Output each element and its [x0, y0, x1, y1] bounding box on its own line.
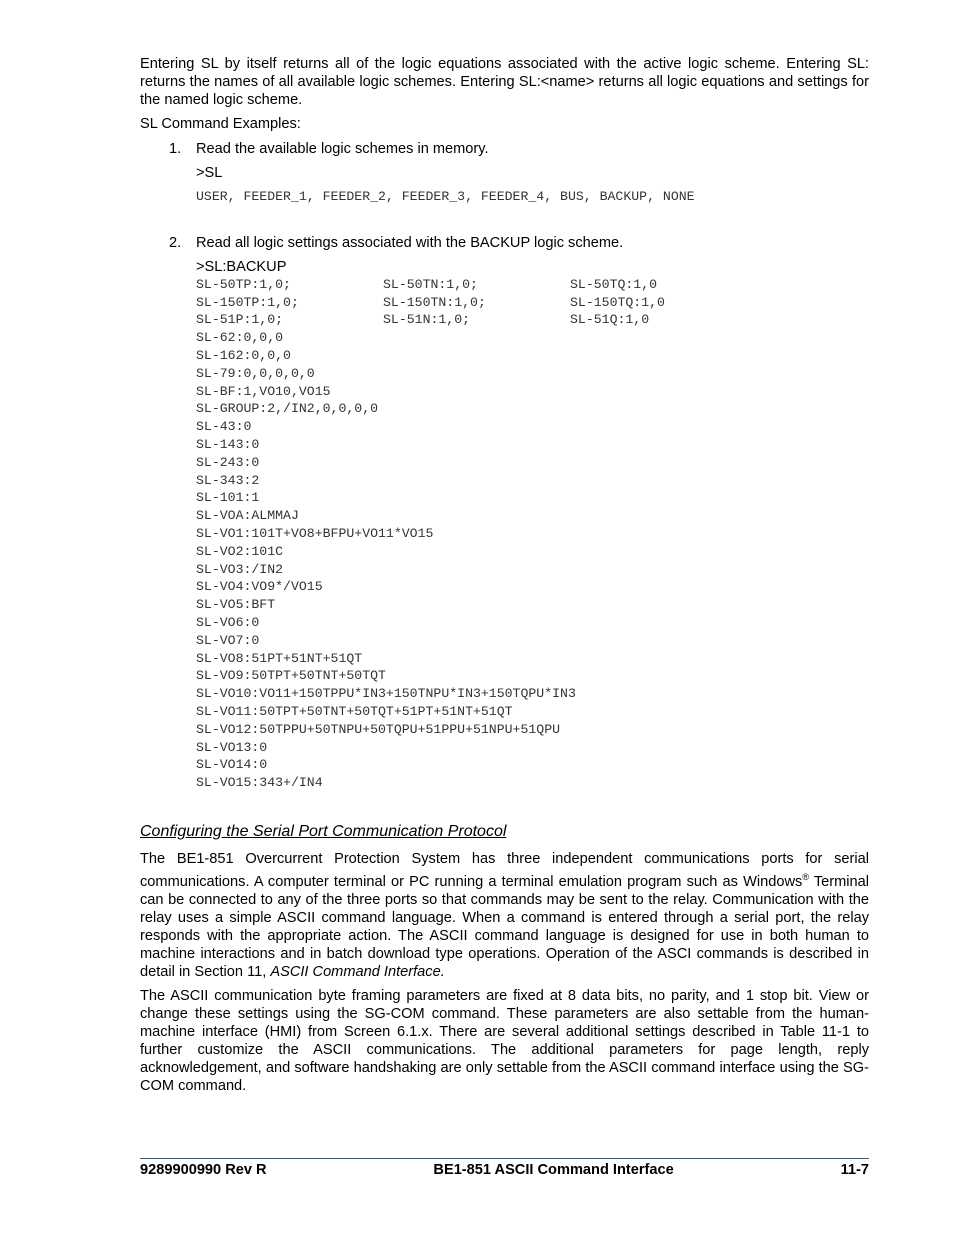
output-line: SL-143:0 [196, 436, 260, 452]
output-cell: SL-50TP:1,0; [196, 276, 291, 292]
output-line: SL-79:0,0,0,0,0 [196, 365, 315, 381]
examples-label: SL Command Examples: [140, 116, 301, 132]
output-line: SL-VO13:0 [196, 739, 268, 755]
example-1-number: 1. [169, 141, 182, 157]
output-cell: SL-51Q:1,0 [570, 312, 650, 328]
output-cell: SL-51N:1,0; [383, 312, 471, 328]
page-footer [140, 1158, 869, 1178]
output-line: SL-VO6:0 [196, 614, 260, 630]
output-line: SL-VO15:343+/IN4 [196, 775, 323, 791]
output-line: SL-243:0 [196, 454, 260, 470]
output-line: SL-VO11:50TPT+50TNT+50TQT+51PT+51NT+51QT [196, 703, 513, 719]
example-1-description [140, 140, 869, 158]
output-line: SL-VO3:/IN2 [196, 561, 284, 577]
output-cell: SL-50TQ:1,0 [570, 276, 658, 292]
section-paragraph-1-part-b: Terminal can be connected to any of the three ports so that commands may be sent to the relay. Communication with the relay uses a simple ASCII command language. When a command is entered through a serial port, the relay responds with the appropriate action. The ASCII command language is designed for use in both human to machine interactions and in batch download type operations. Operation of the ASCI commands is described in detail in Section 11, [140, 873, 870, 980]
output-line: SL-VO7:0 [196, 632, 260, 648]
output-line: SL-VO2:101C [196, 543, 284, 559]
example-1-command: >SL [196, 165, 223, 181]
section-paragraph-1 [140, 850, 869, 981]
output-line: SL-VO1:101T+VO8+BFPU+VO11*VO15 [196, 525, 434, 541]
section-reference: ASCII Command Interface. [270, 963, 445, 980]
footer-title: BE1-851 ASCII Command Interface [433, 1162, 674, 1178]
example-2-description [140, 234, 869, 252]
output-table-row [196, 311, 869, 329]
output-cell: SL-51P:1,0; [196, 312, 284, 328]
output-line: SL-162:0,0,0 [196, 347, 291, 363]
footer-doc-number: 9289900990 Rev R [140, 1162, 267, 1178]
output-line: SL-VO4:VO9*/VO15 [196, 579, 323, 595]
example-2-output [140, 276, 869, 792]
output-line: SL-43:0 [196, 419, 252, 435]
section-heading: Configuring the Serial Port Communication Protocol [140, 822, 507, 840]
output-line: SL-VO8:51PT+51NT+51QT [196, 650, 363, 666]
output-cell: SL-150TP:1,0; [196, 294, 299, 310]
output-line: SL-VO5:BFT [196, 597, 276, 613]
section-paragraph-1-part-a: The BE1-851 Overcurrent Protection System has three independent communications ports for serial communications. A computer terminal or PC running a terminal emulation program such as Windows [140, 850, 869, 890]
output-table-row [196, 294, 869, 312]
section-paragraph-2: The ASCII communication byte framing parameters are fixed at 8 data bits, no parity, and 1 stop bit. View or change these settings using the SG-COM command. These parameters are also settable from the human-machine interface (HMI) from Screen 6.1.x. There are several additional settings described in Table 11-1 to further customize the ASCII communications. The additional parameters for page length, reply acknowledgement, and software handshaking are only settable from the ASCII command interface using the SG-COM command. [140, 987, 869, 1094]
example-2-text: Read all logic settings associated with the BACKUP logic scheme. [196, 234, 624, 251]
output-line: SL-VO14:0 [196, 757, 268, 773]
output-cell: SL-50TN:1,0; [383, 276, 478, 292]
output-line: SL-101:1 [196, 490, 260, 506]
output-line: SL-VO9:50TPT+50TNT+50TQT [196, 668, 386, 684]
example-1 [140, 140, 869, 206]
example-1-text: Read the available logic schemes in memory. [196, 141, 489, 157]
output-line: SL-GROUP:2,/IN2,0,0,0,0 [196, 401, 379, 417]
document-body [140, 55, 869, 1101]
output-table-row [196, 276, 869, 294]
example-1-output: USER, FEEDER_1, FEEDER_2, FEEDER_3, FEEDER_4, BUS, BACKUP, NONE [196, 189, 695, 204]
registered-mark: ® [802, 871, 809, 882]
intro-paragraph: Entering SL by itself returns all of the logic equations associated with the active logic scheme. Entering SL: returns the names of all available logic schemes. Entering SL:<name> returns all logic equations and settings for the named logic scheme. [140, 56, 869, 108]
output-cell: SL-150TQ:1,0 [570, 294, 665, 310]
example-2 [140, 234, 869, 792]
example-2-number: 2. [169, 234, 182, 251]
output-line: SL-VOA:ALMMAJ [196, 508, 299, 524]
footer-page-number: 11-7 [840, 1162, 869, 1178]
output-line: SL-VO10:VO11+150TPPU*IN3+150TNPU*IN3+150TQPU*IN3 [196, 686, 576, 702]
output-line: SL-BF:1,VO10,VO15 [196, 383, 331, 399]
output-cell: SL-150TN:1,0; [383, 294, 486, 310]
output-line: SL-343:2 [196, 472, 260, 488]
output-line: SL-62:0,0,0 [196, 330, 284, 346]
example-2-command: >SL:BACKUP [196, 258, 287, 275]
output-line: SL-VO12:50TPPU+50TNPU+50TQPU+51PPU+51NPU+51QPU [196, 721, 561, 737]
